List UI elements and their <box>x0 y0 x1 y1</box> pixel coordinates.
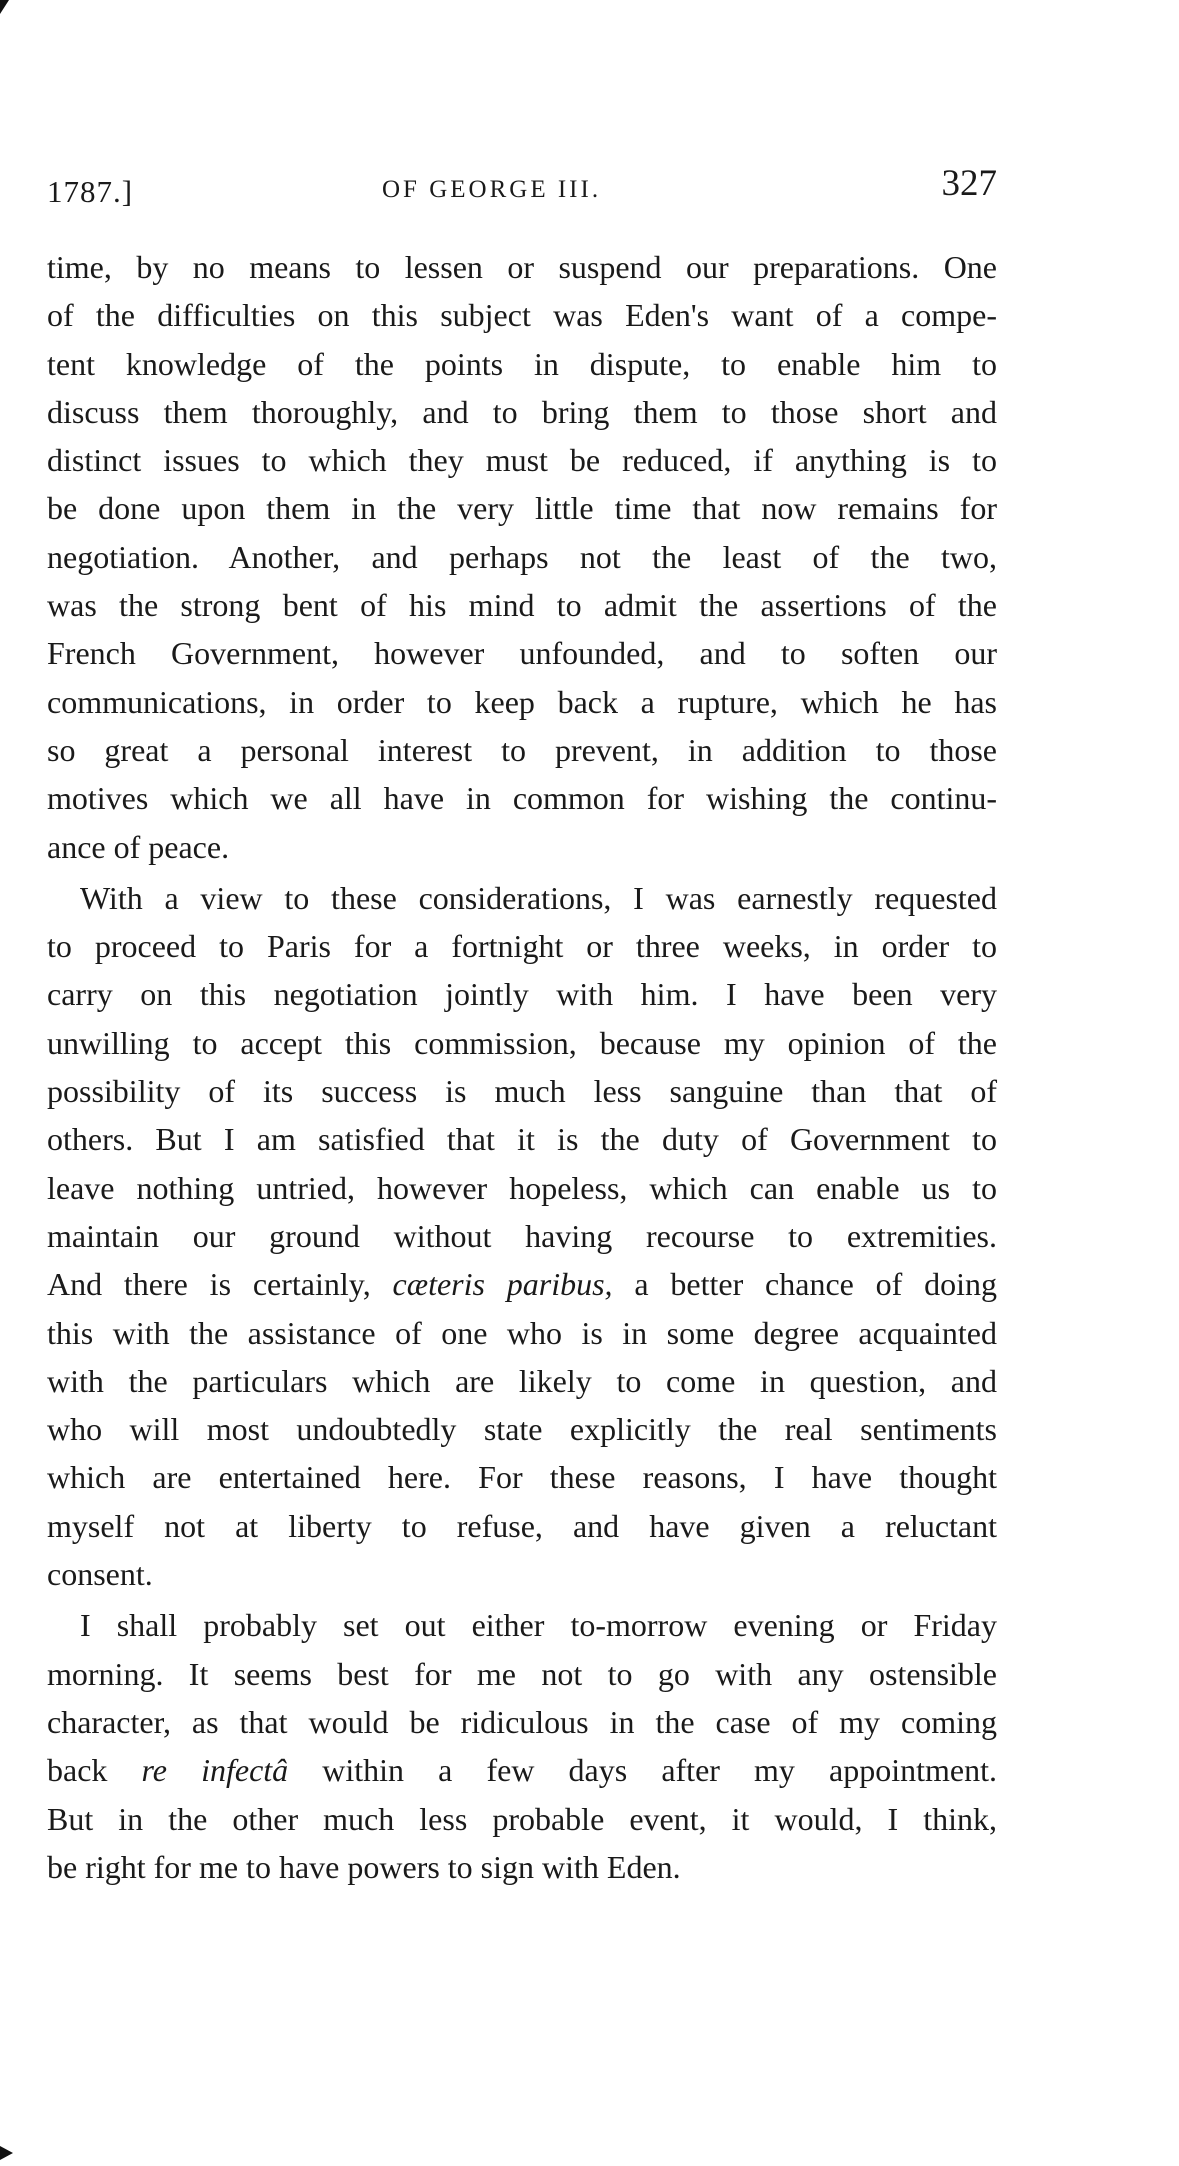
text-line: But in the other much less probable event, it would, I think, <box>47 1800 997 1837</box>
text-line: carry on this negotiation jointly with him. I have been very <box>47 976 997 1013</box>
page-number: 327 <box>941 163 997 204</box>
italic-phrase-re-infecta: re infectâ <box>141 1752 289 1789</box>
text-segment: And there is certainly, <box>47 1266 393 1303</box>
text-line: negotiation. Another, and perhaps not the least of the two, <box>47 538 997 575</box>
scan-corner-mark-bottom <box>0 2146 13 2160</box>
text-line: French Government, however unfounded, and to soften our <box>47 635 997 672</box>
text-line: others. But I am satisfied that it is the duty of Government to <box>47 1121 997 1158</box>
text-line: which are entertained here. For these reasons, I have thought <box>47 1459 997 1496</box>
text-line: be done upon them in the very little time that now remains for <box>47 490 997 527</box>
text-line: ance of peace. <box>47 828 230 865</box>
text-line: communications, in order to keep back a rupture, which he has <box>47 683 997 720</box>
text-line: so great a personal interest to prevent, in addition to those <box>47 731 997 768</box>
text-line-with-italic <box>47 1260 997 1308</box>
text-line: this with the assistance of one who is in some degree acquainted <box>47 1314 997 1351</box>
text-line: motives which we all have in common for wishing the continu- <box>47 780 997 817</box>
scan-corner-mark-top <box>0 0 9 14</box>
text-segment: back <box>47 1752 142 1789</box>
text-segment: a better chance of doing <box>612 1266 998 1303</box>
text-line: With a view to these considerations, I was earnestly requested <box>80 879 997 916</box>
text-line: time, by no means to lessen or suspend our preparations. One <box>47 249 997 285</box>
text-line: I shall probably set out either to-morrow evening or Friday <box>80 1607 997 1644</box>
text-line: distinct issues to which they must be reduced, if anything is to <box>47 442 997 479</box>
text-line-with-italic <box>47 1746 997 1794</box>
paragraph-2 <box>47 874 997 1598</box>
running-head-year: 1787.] <box>47 174 134 209</box>
text-line: be right for me to have powers to sign with Eden. <box>47 1848 681 1885</box>
text-line: unwilling to accept this commission, because my opinion of the <box>47 1024 997 1061</box>
text-line: to proceed to Paris for a fortnight or three weeks, in order to <box>47 928 997 965</box>
text-line: of the difficulties on this subject was Eden's want of a compe- <box>47 297 997 334</box>
italic-phrase-caeteris-paribus: cæteris paribus, <box>392 1266 613 1303</box>
text-line: tent knowledge of the points in dispute, to enable him to <box>47 345 997 382</box>
text-line: with the particulars which are likely to come in question, and <box>47 1362 997 1399</box>
text-line: was the strong bent of his mind to admit the assertions of the <box>47 587 997 624</box>
body-text <box>47 243 997 1891</box>
paragraph-1 <box>47 243 997 871</box>
text-line: possibility of its success is much less sanguine than that of <box>47 1073 997 1110</box>
text-line: morning. It seems best for me not to go with any ostensible <box>47 1655 997 1692</box>
text-line: consent. <box>47 1556 153 1593</box>
text-line: character, as that would be ridiculous in the case of my coming <box>47 1703 997 1740</box>
text-line: who will most undoubtedly state explicitly the real sentiments <box>47 1411 997 1448</box>
text-line: myself not at liberty to refuse, and have given a reluctant <box>47 1507 997 1544</box>
running-head-title: OF GEORGE III. <box>382 176 602 203</box>
text-segment: within a few days after my appointment. <box>288 1752 998 1789</box>
text-line: maintain our ground without having recourse to extremities. <box>47 1217 997 1254</box>
paragraph-3 <box>47 1601 997 1891</box>
text-line: leave nothing untried, however hopeless, which can enable us to <box>47 1169 997 1206</box>
running-head <box>47 162 997 212</box>
text-line: discuss them thoroughly, and to bring them to those short and <box>47 393 997 430</box>
